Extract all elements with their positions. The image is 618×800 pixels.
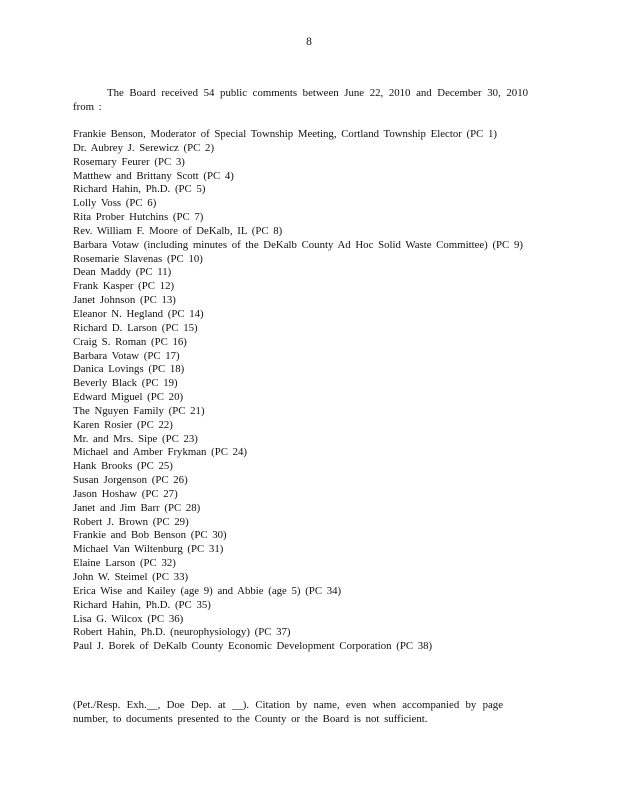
list-item: Barbara Votaw (including minutes of the DeKalb County Ad Hoc Solid Waste Committee) (PC 9) <box>73 238 523 251</box>
list-item: Richard Hahin, Ph.D. (PC 5) <box>73 183 206 196</box>
list-item: Janet and Jim Barr (PC 28) <box>73 501 201 514</box>
list-item: Richard Hahin, Ph.D. (PC 35) <box>73 598 211 611</box>
list-item: Rev. William F. Moore of DeKalb, IL (PC 8) <box>73 224 283 237</box>
list-item: Jason Hoshaw (PC 27) <box>73 487 178 500</box>
list-item: Lolly Voss (PC 6) <box>73 197 157 210</box>
list-item: Dean Maddy (PC 11) <box>73 266 172 279</box>
list-item: Paul J. Borek of DeKalb County Economic Development Corporation (PC 38) <box>73 640 433 653</box>
list-item: Eleanor N. Hegland (PC 14) <box>73 307 204 320</box>
list-item: Rita Prober Hutchins (PC 7) <box>73 211 204 224</box>
list-item: Frankie Benson, Moderator of Special Township Meeting, Cortland Township Elector (PC 1) <box>73 128 498 140</box>
list-item: John W. Steimel (PC 33) <box>73 571 189 583</box>
list-item: Hank Brooks (PC 25) <box>73 460 173 473</box>
list-item: Michael and Amber Frykman (PC 24) <box>73 446 248 459</box>
list-item: Richard D. Larson (PC 15) <box>73 321 198 334</box>
list-item: Susan Jorgenson (PC 26) <box>73 474 188 487</box>
commenter-list <box>73 128 533 654</box>
list-item: Robert Hahin, Ph.D. (neurophysiology) (PC 37) <box>73 626 291 639</box>
list-item: Edward Miguel (PC 20) <box>73 391 184 404</box>
list-item: Frankie and Bob Benson (PC 30) <box>73 529 227 542</box>
list-item: Frank Kasper (PC 12) <box>73 280 175 293</box>
intro-paragraph: The Board received 54 public comments between June 22, 2010 and December 30, 2010 from : <box>73 87 528 113</box>
list-item: Elaine Larson (PC 32) <box>73 557 176 570</box>
list-item: Rosemary Feurer (PC 3) <box>73 155 185 168</box>
list-item: Robert J. Brown (PC 29) <box>73 515 189 528</box>
list-item: Michael Van Wiltenburg (PC 31) <box>73 543 224 556</box>
list-item: Danica Lovings (PC 18) <box>73 363 185 376</box>
list-item: Karen Rosier (PC 22) <box>73 418 173 431</box>
list-item: The Nguyen Family (PC 21) <box>73 404 205 417</box>
list-item: Erica Wise and Kailey (age 9) and Abbie (age 5) (PC 34) <box>73 584 342 597</box>
list-item: Rosemarie Slavenas (PC 10) <box>73 252 203 265</box>
list-item: Mr. and Mrs. Sipe (PC 23) <box>73 432 198 445</box>
list-item: Beverly Black (PC 19) <box>73 377 178 390</box>
list-item: Dr. Aubrey J. Serewicz (PC 2) <box>73 141 215 154</box>
list-item: Craig S. Roman (PC 16) <box>73 335 187 348</box>
page-number: 8 <box>306 36 312 48</box>
list-item: Lisa G. Wilcox (PC 36) <box>73 612 184 625</box>
list-item: Barbara Votaw (PC 17) <box>73 349 180 362</box>
citation-note: (Pet./Resp. Exh.__, Doe Dep. at __). Citation by name, even when accompanied by page number, to documents presented to the County or the Board is not sufficient. <box>73 699 503 725</box>
list-item: Janet Johnson (PC 13) <box>73 294 176 307</box>
list-item: Matthew and Brittany Scott (PC 4) <box>73 169 234 182</box>
